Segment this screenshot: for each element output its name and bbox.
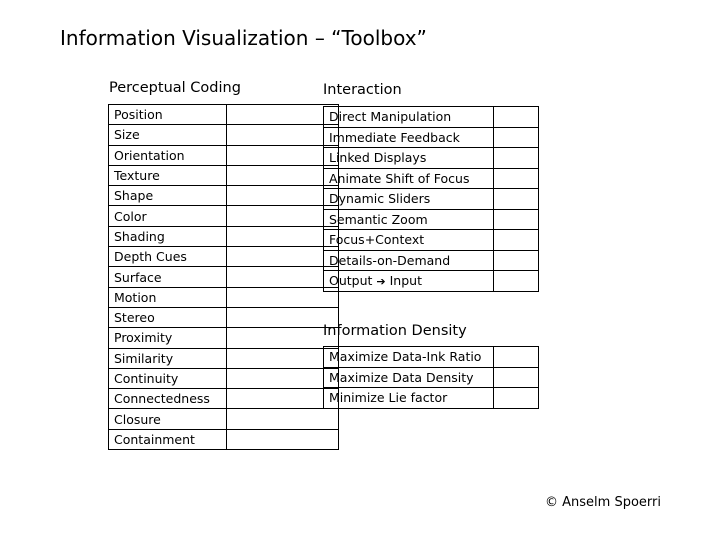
perceptual-item: Size bbox=[109, 125, 227, 145]
density-item: Minimize Lie factor bbox=[324, 388, 494, 409]
density-item: Maximize Data-Ink Ratio bbox=[324, 347, 494, 368]
interaction-item: Details-on-Demand bbox=[324, 250, 494, 271]
empty-cell bbox=[227, 389, 339, 409]
perceptual-item: Orientation bbox=[109, 145, 227, 165]
table-row bbox=[109, 247, 339, 267]
table-row bbox=[324, 367, 539, 388]
empty-cell bbox=[227, 368, 339, 388]
information-density-heading: Information Density bbox=[323, 323, 467, 339]
table-row bbox=[109, 429, 339, 449]
interaction-item: Immediate Feedback bbox=[324, 127, 494, 148]
slide-title: Information Visualization – “Toolbox” bbox=[60, 26, 427, 50]
table-row bbox=[324, 271, 539, 292]
empty-cell bbox=[494, 367, 539, 388]
empty-cell bbox=[494, 168, 539, 189]
empty-cell bbox=[227, 105, 339, 125]
empty-cell bbox=[494, 388, 539, 409]
empty-cell bbox=[227, 307, 339, 327]
output-input-cell bbox=[324, 271, 494, 292]
perceptual-item: Position bbox=[109, 105, 227, 125]
table-row bbox=[324, 107, 539, 128]
table-row bbox=[324, 230, 539, 251]
empty-cell bbox=[494, 347, 539, 368]
table-row bbox=[324, 168, 539, 189]
empty-cell bbox=[494, 127, 539, 148]
table-row bbox=[109, 206, 339, 226]
table-row bbox=[109, 348, 339, 368]
interaction-item: Semantic Zoom bbox=[324, 209, 494, 230]
table-row bbox=[324, 388, 539, 409]
interaction-item: Animate Shift of Focus bbox=[324, 168, 494, 189]
empty-cell bbox=[227, 226, 339, 246]
table-row bbox=[109, 165, 339, 185]
perceptual-item: Stereo bbox=[109, 307, 227, 327]
empty-cell bbox=[227, 409, 339, 429]
perceptual-item: Proximity bbox=[109, 328, 227, 348]
empty-cell bbox=[227, 145, 339, 165]
table-row bbox=[109, 287, 339, 307]
interaction-item: Dynamic Sliders bbox=[324, 189, 494, 210]
empty-cell bbox=[227, 206, 339, 226]
perceptual-item: Closure bbox=[109, 409, 227, 429]
information-density-table bbox=[323, 346, 539, 409]
empty-cell bbox=[494, 209, 539, 230]
empty-cell bbox=[494, 230, 539, 251]
empty-cell bbox=[227, 186, 339, 206]
empty-cell bbox=[494, 148, 539, 169]
perceptual-coding-heading: Perceptual Coding bbox=[109, 80, 241, 96]
table-row bbox=[109, 186, 339, 206]
table-row bbox=[324, 189, 539, 210]
interaction-item: Direct Manipulation bbox=[324, 107, 494, 128]
table-row bbox=[109, 368, 339, 388]
perceptual-item: Containment bbox=[109, 429, 227, 449]
table-row bbox=[109, 226, 339, 246]
interaction-item: Linked Displays bbox=[324, 148, 494, 169]
table-row bbox=[324, 209, 539, 230]
table-row bbox=[324, 347, 539, 368]
table-row bbox=[109, 145, 339, 165]
input-label: Input bbox=[389, 273, 422, 289]
table-row bbox=[109, 307, 339, 327]
table-row bbox=[324, 250, 539, 271]
empty-cell bbox=[227, 125, 339, 145]
table-row bbox=[109, 125, 339, 145]
copyright-notice: © Anselm Spoerri bbox=[545, 495, 661, 510]
empty-cell bbox=[227, 247, 339, 267]
table-row bbox=[109, 267, 339, 287]
perceptual-item: Surface bbox=[109, 267, 227, 287]
perceptual-item: Similarity bbox=[109, 348, 227, 368]
table-row bbox=[109, 105, 339, 125]
empty-cell bbox=[227, 165, 339, 185]
empty-cell bbox=[494, 189, 539, 210]
table-row bbox=[109, 409, 339, 429]
table-row bbox=[109, 328, 339, 348]
right-arrow-icon: ➔ bbox=[376, 275, 386, 289]
empty-cell bbox=[494, 107, 539, 128]
empty-cell bbox=[227, 287, 339, 307]
table-row bbox=[324, 148, 539, 169]
table-row bbox=[324, 127, 539, 148]
empty-cell bbox=[227, 429, 339, 449]
perceptual-item: Continuity bbox=[109, 368, 227, 388]
empty-cell bbox=[227, 348, 339, 368]
table-row bbox=[109, 389, 339, 409]
perceptual-item: Depth Cues bbox=[109, 247, 227, 267]
output-label: Output bbox=[329, 273, 373, 289]
empty-cell bbox=[494, 271, 539, 292]
density-item: Maximize Data Density bbox=[324, 367, 494, 388]
perceptual-coding-table bbox=[108, 104, 339, 450]
empty-cell bbox=[494, 250, 539, 271]
perceptual-item: Texture bbox=[109, 165, 227, 185]
interaction-table bbox=[323, 106, 539, 292]
perceptual-item: Color bbox=[109, 206, 227, 226]
perceptual-item: Connectedness bbox=[109, 389, 227, 409]
perceptual-item: Shape bbox=[109, 186, 227, 206]
empty-cell bbox=[227, 267, 339, 287]
empty-cell bbox=[227, 328, 339, 348]
interaction-item: Focus+Context bbox=[324, 230, 494, 251]
interaction-heading: Interaction bbox=[323, 82, 402, 98]
perceptual-item: Motion bbox=[109, 287, 227, 307]
perceptual-item: Shading bbox=[109, 226, 227, 246]
